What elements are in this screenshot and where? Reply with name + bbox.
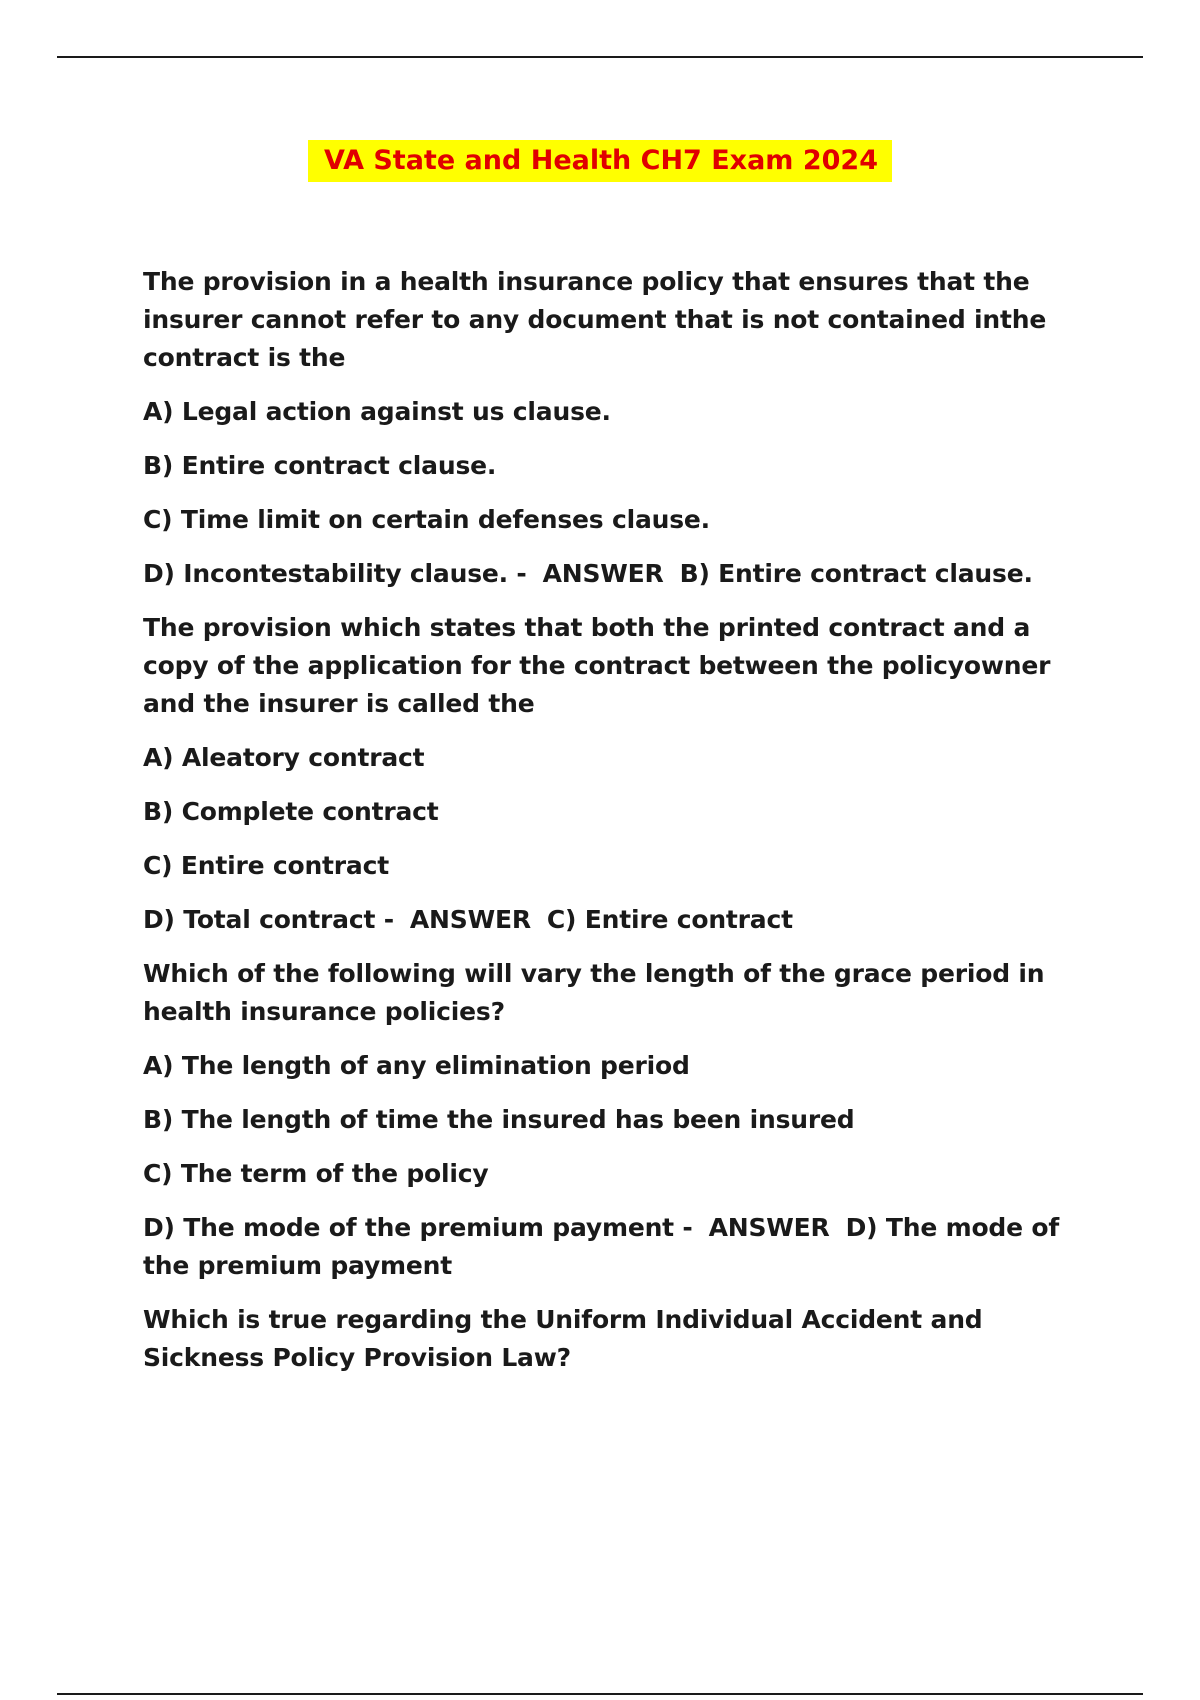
answer-option: B) The length of time the insured has been insured [143, 1105, 855, 1134]
answer-option: C) Entire contract [143, 851, 389, 880]
bottom-divider [57, 1693, 1143, 1695]
question-stem: The provision which states that both the printed contract and a copy of the application for the contract between the policyowner and the insurer is called the [143, 613, 1051, 718]
correct-answer: D) The mode of the premium payment [143, 1213, 1060, 1280]
answer-option: C) Time limit on certain defenses clause. [143, 505, 710, 534]
answer-label: ANSWER [542, 559, 664, 588]
answer-label: ANSWER [708, 1213, 830, 1242]
answer-option: A) Legal action against us clause. [143, 397, 611, 426]
title-container [0, 140, 1200, 182]
answer-option: B) Complete contract [143, 797, 439, 826]
answer-option: D) Total contract - [143, 905, 394, 934]
answer-line [143, 555, 1083, 593]
question-stem: Which of the following will vary the length of the grace period in health insurance policies? [143, 959, 1045, 1026]
correct-answer: B) Entire contract clause. [679, 559, 1033, 588]
question-stem: Which is true regarding the Uniform Individual Accident and Sickness Policy Provision Law? [143, 1305, 983, 1372]
document-body [143, 263, 1083, 1393]
top-divider [57, 56, 1143, 58]
answer-option: D) The mode of the premium payment - [143, 1213, 693, 1242]
answer-line [143, 1209, 1083, 1285]
answer-option: A) Aleatory contract [143, 743, 425, 772]
answer-label: ANSWER [409, 905, 531, 934]
answer-option: D) Incontestability clause. - [143, 559, 527, 588]
document-title: VA State and Health CH7 Exam 2024 [308, 140, 892, 182]
answer-option: A) The length of any elimination period [143, 1051, 690, 1080]
correct-answer: C) Entire contract [546, 905, 793, 934]
question-stem: The provision in a health insurance policy that ensures that the insurer cannot refer to any document that is not contained inthe contract is the [143, 267, 1047, 372]
answer-option: B) Entire contract clause. [143, 451, 497, 480]
answer-line [143, 901, 1083, 939]
answer-option: C) The term of the policy [143, 1159, 489, 1188]
